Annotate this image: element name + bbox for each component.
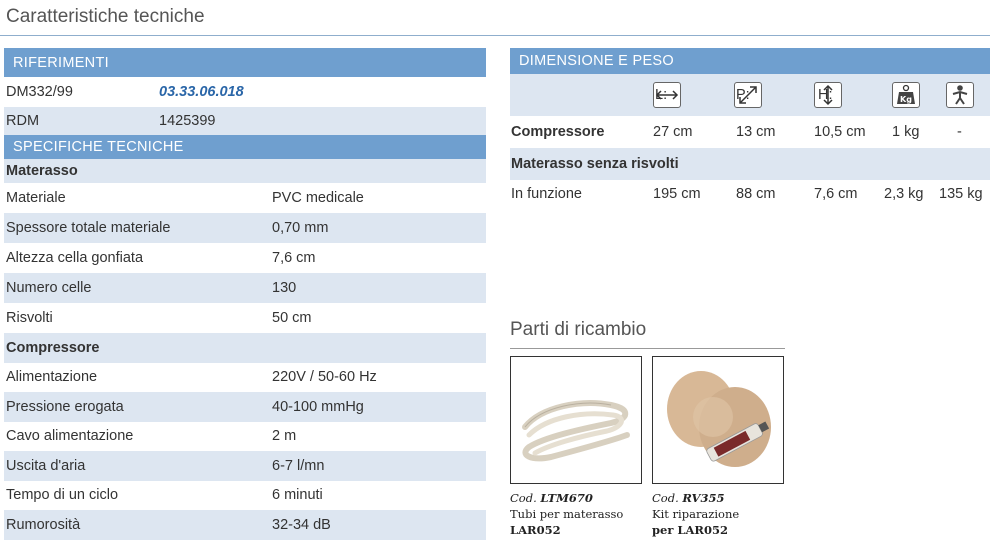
dim-value: 10,5 cm (814, 124, 866, 140)
part-image-repair-kit[interactable] (652, 356, 784, 484)
dim-col-label: L: (655, 87, 668, 103)
dim-row-label: In funzione (511, 186, 582, 202)
part-compatibility: per LAR052 (652, 523, 728, 537)
title-divider (0, 35, 990, 36)
table-row (4, 183, 486, 213)
spec-value: 40-100 mmHg (272, 399, 364, 415)
dimensioni-row-in-funzione (510, 180, 990, 208)
spec-label: Alimentazione (6, 369, 98, 385)
dim-col-label: P: (736, 87, 750, 103)
dim-section-title: Materasso senza risvolti (511, 156, 679, 172)
riferimenti-value: 1425399 (159, 113, 216, 129)
spec-label: Pressione erogata (6, 399, 124, 415)
dim-value: - (957, 124, 962, 140)
table-row (4, 243, 486, 273)
spec-value: 6-7 l/mn (272, 458, 325, 474)
svg-text:Kg: Kg (900, 95, 912, 104)
riferimenti-code-link[interactable]: 03.33.06.018 (159, 84, 244, 100)
table-row (4, 303, 486, 333)
section-title-text: Materasso (6, 163, 78, 179)
dim-value: 135 kg (939, 186, 983, 202)
spec-label: Numero celle (6, 280, 92, 296)
riferimenti-row (4, 107, 486, 135)
table-row (4, 362, 486, 392)
dimensioni-section-materasso (510, 148, 990, 180)
spec-value: 6 minuti (272, 487, 323, 503)
spec-value: 0,70 mm (272, 220, 329, 236)
section-title-text: Compressore (6, 340, 100, 356)
spec-value: 220V / 50-60 Hz (272, 369, 377, 385)
dim-row-label: Compressore (511, 124, 605, 140)
part-description: Tubi per materasso (510, 507, 624, 521)
dim-value: 13 cm (736, 124, 776, 140)
section-title-compressore (4, 333, 486, 363)
table-row (4, 421, 486, 451)
spec-label: Altezza cella gonfiata (6, 250, 144, 266)
dimensioni-icon-row (510, 74, 990, 116)
weight-icon (892, 82, 920, 108)
part-code: LTM670 (540, 491, 593, 505)
part-image-tubes[interactable] (510, 356, 642, 484)
spec-label: Spessore totale materiale (6, 220, 171, 236)
riferimenti-label: DM332/99 (6, 84, 73, 100)
part-caption (510, 490, 623, 538)
spec-label: Uscita d'aria (6, 458, 86, 474)
cod-label: Cod. (652, 491, 679, 505)
spec-label: Rumorosità (6, 517, 81, 533)
table-row (4, 480, 486, 510)
spec-value: 2 m (272, 428, 297, 444)
spec-value: 7,6 cm (272, 250, 316, 266)
spec-label: Cavo alimentazione (6, 428, 134, 444)
cod-label: Cod. (510, 491, 537, 505)
dim-value: 1 kg (892, 124, 920, 140)
dim-col-label: H: (818, 87, 833, 103)
part-code: RV355 (682, 491, 725, 505)
spec-value: 130 (272, 280, 297, 296)
section-title-materasso (4, 159, 486, 183)
dim-value: 2,3 kg (884, 186, 924, 202)
part-description: Kit riparazione (652, 507, 740, 521)
spec-value: 50 cm (272, 310, 312, 326)
part-caption (652, 490, 739, 538)
spec-value: 32-34 dB (272, 517, 331, 533)
riferimenti-row (4, 77, 486, 107)
table-row (4, 213, 486, 243)
parts-divider (510, 348, 785, 349)
spec-label: Materiale (6, 190, 66, 206)
dim-value: 195 cm (653, 186, 701, 202)
specifiche-header: SPECIFICHE TECNICHE (4, 135, 486, 159)
dimensioni-row-compressore (510, 116, 990, 148)
riferimenti-label: RDM (6, 113, 40, 129)
page-title: Caratteristiche tecniche (6, 6, 205, 27)
spec-label: Tempo di un ciclo (6, 487, 119, 503)
spec-value: PVC medicale (272, 190, 364, 206)
table-row (4, 510, 486, 540)
spec-label: Risvolti (6, 310, 53, 326)
table-row (4, 451, 486, 481)
riferimenti-header: RIFERIMENTI (4, 48, 486, 77)
max-user-weight-icon (946, 82, 974, 108)
dim-value: 88 cm (736, 186, 776, 202)
part-compatibility: LAR052 (510, 523, 561, 537)
repair-kit-image (653, 357, 783, 483)
dimensioni-header: DIMENSIONE E PESO (510, 48, 990, 74)
dim-value: 27 cm (653, 124, 693, 140)
table-row (4, 273, 486, 303)
dim-value: 7,6 cm (814, 186, 858, 202)
parts-title: Parti di ricambio (510, 319, 647, 340)
table-row (4, 392, 486, 422)
tubes-image (511, 357, 641, 483)
